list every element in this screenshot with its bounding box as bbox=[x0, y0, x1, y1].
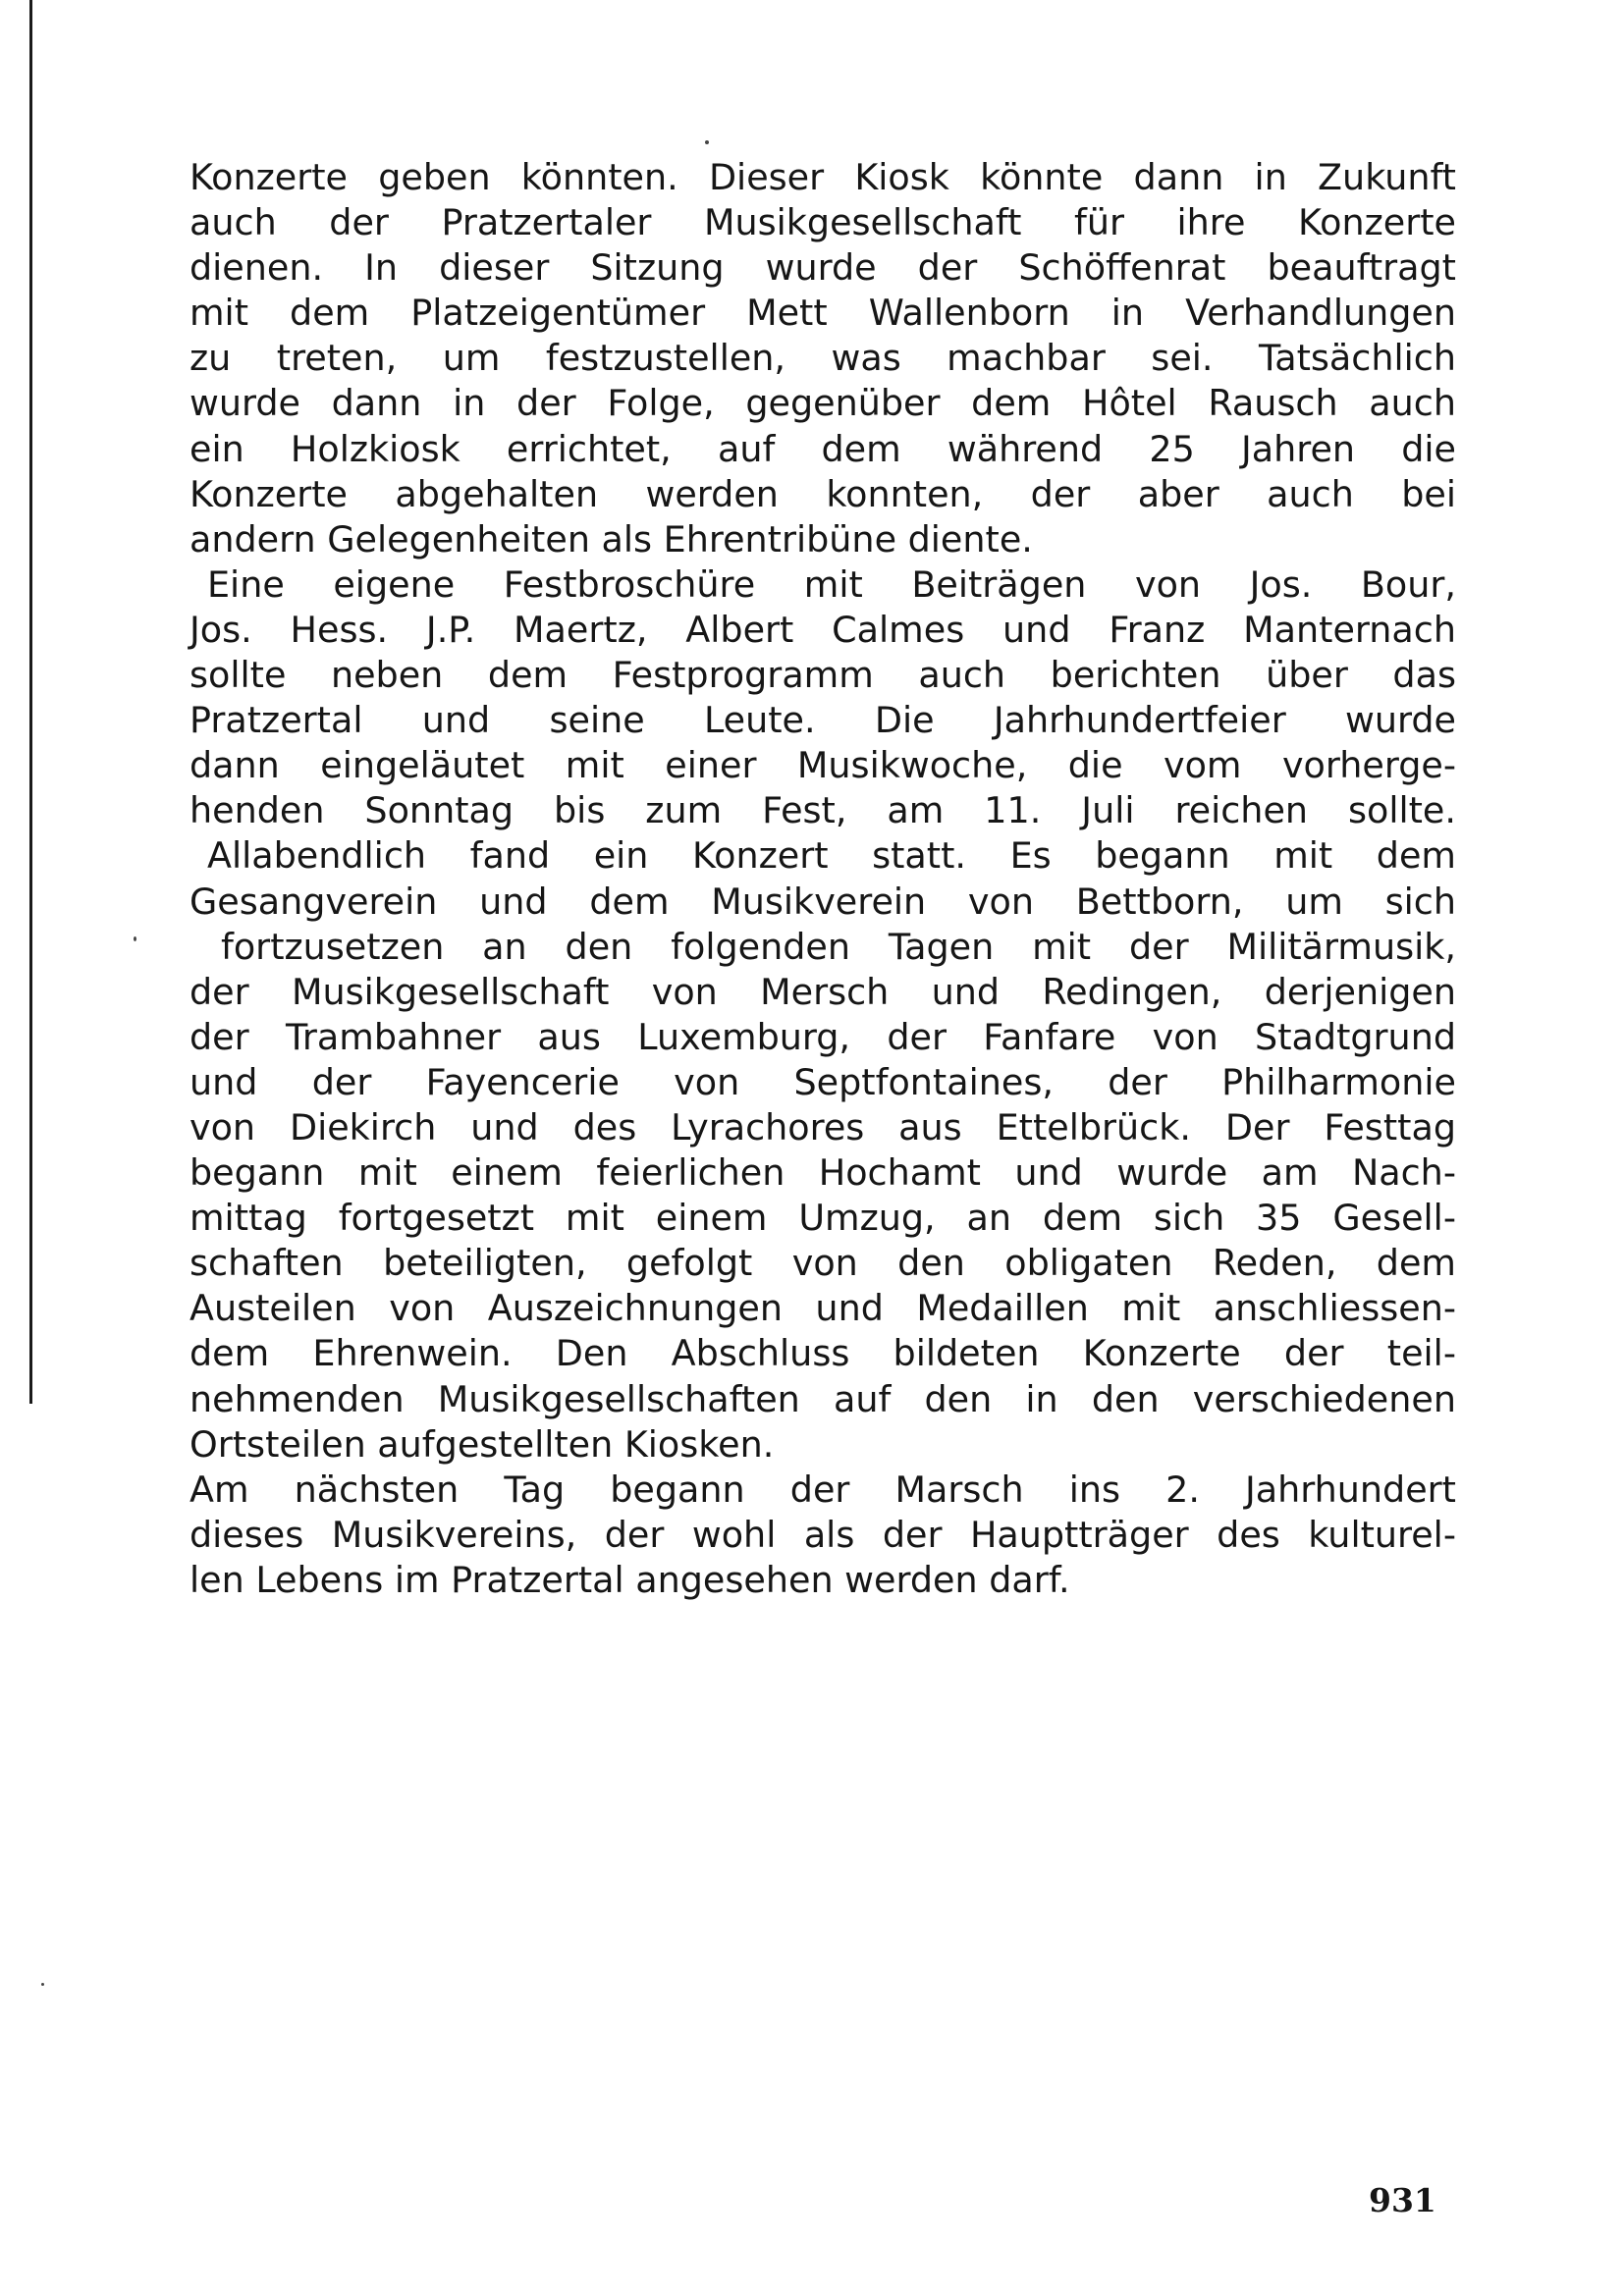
text-line: henden Sonntag bis zum Fest, am 11. Juli reichen sollte. bbox=[189, 789, 1456, 832]
text-line: len Lebens im Pratzertal angesehen werden darf. bbox=[189, 1558, 1070, 1601]
text-line: schaften beteiligten, gefolgt von den obligaten Reden, dem bbox=[189, 1242, 1456, 1285]
text-line: mittag fortgesetzt mit einem Umzug, an dem sich 35 Gesell- bbox=[189, 1197, 1456, 1240]
ink-speck bbox=[41, 1983, 44, 1986]
text-line: Pratzertal und seine Leute. Die Jahrhundertfeier wurde bbox=[189, 699, 1456, 742]
text-line: der Musikgesellschaft von Mersch und Redingen, derjenigen bbox=[189, 970, 1456, 1013]
binding-edge-line bbox=[29, 0, 32, 1404]
text-line: Austeilen von Auszeichnungen und Medaillen mit anschliessen- bbox=[189, 1287, 1456, 1330]
text-line: dienen. In dieser Sitzung wurde der Schöffenrat beauftragt bbox=[189, 246, 1456, 290]
text-line: fortzusetzen an den folgenden Tagen mit der Militärmusik, bbox=[221, 925, 1456, 968]
text-line: sollte neben dem Festprogramm auch berichten über das bbox=[189, 654, 1456, 697]
text-line: Eine eigene Festbroschüre mit Beiträgen von Jos. Bour, bbox=[207, 562, 1456, 606]
text-line: dem Ehrenwein. Den Abschluss bildeten Konzerte der teil- bbox=[189, 1332, 1456, 1375]
text-line: Am nächsten Tag begann der Marsch ins 2. Jahrhundert bbox=[189, 1468, 1456, 1511]
text-line: dann eingeläutet mit einer Musikwoche, die vom vorherge- bbox=[189, 744, 1456, 787]
text-line: und der Fayencerie von Septfontaines, der Philharmonie bbox=[189, 1060, 1456, 1103]
text-line: wurde dann in der Folge, gegenüber dem Hôtel Rausch auch bbox=[189, 382, 1456, 425]
text-line: Gesangverein und dem Musikverein von Bettborn, um sich bbox=[189, 880, 1456, 923]
ink-speck bbox=[705, 140, 709, 144]
text-line: Jos. Hess. J.P. Maertz, Albert Calmes und Franz Manternach bbox=[189, 608, 1456, 651]
text-line: dieses Musikvereins, der wohl als der Hauptträger des kulturel- bbox=[189, 1513, 1456, 1556]
page-number: 931 bbox=[1369, 2181, 1436, 2219]
text-line: begann mit einem feierlichen Hochamt und wurde am Nach- bbox=[189, 1151, 1456, 1195]
text-line: zu treten, um festzustellen, was machbar sei. Tatsächlich bbox=[189, 337, 1456, 380]
ink-speck bbox=[134, 936, 136, 941]
text-line: Konzerte geben könnten. Dieser Kiosk könnte dann in Zukunft bbox=[189, 156, 1456, 198]
text-line: Konzerte abgehalten werden konnten, der aber auch bei bbox=[189, 472, 1456, 515]
text-line: mit dem Platzeigentümer Mett Wallenborn in Verhandlungen bbox=[189, 292, 1456, 335]
text-line: nehmenden Musikgesellschaften auf den in den verschiedenen bbox=[189, 1377, 1456, 1420]
text-line: Allabendlich fand ein Konzert statt. Es begann mit dem bbox=[207, 834, 1456, 878]
text-line: der Trambahner aus Luxemburg, der Fanfare von Stadtgrund bbox=[189, 1015, 1456, 1058]
body-text bbox=[189, 155, 1456, 1603]
text-line: auch der Pratzertaler Musikgesellschaft für ihre Konzerte bbox=[189, 201, 1456, 244]
text-line: Ortsteilen aufgestellten Kiosken. bbox=[189, 1422, 775, 1466]
text-line: von Diekirch und des Lyrachores aus Ettelbrück. Der Festtag bbox=[189, 1105, 1456, 1148]
text-line: andern Gelegenheiten als Ehrentribüne diente. bbox=[189, 517, 1033, 561]
text-line: ein Holzkiosk errichtet, auf dem während 25 Jahren die bbox=[189, 427, 1456, 470]
